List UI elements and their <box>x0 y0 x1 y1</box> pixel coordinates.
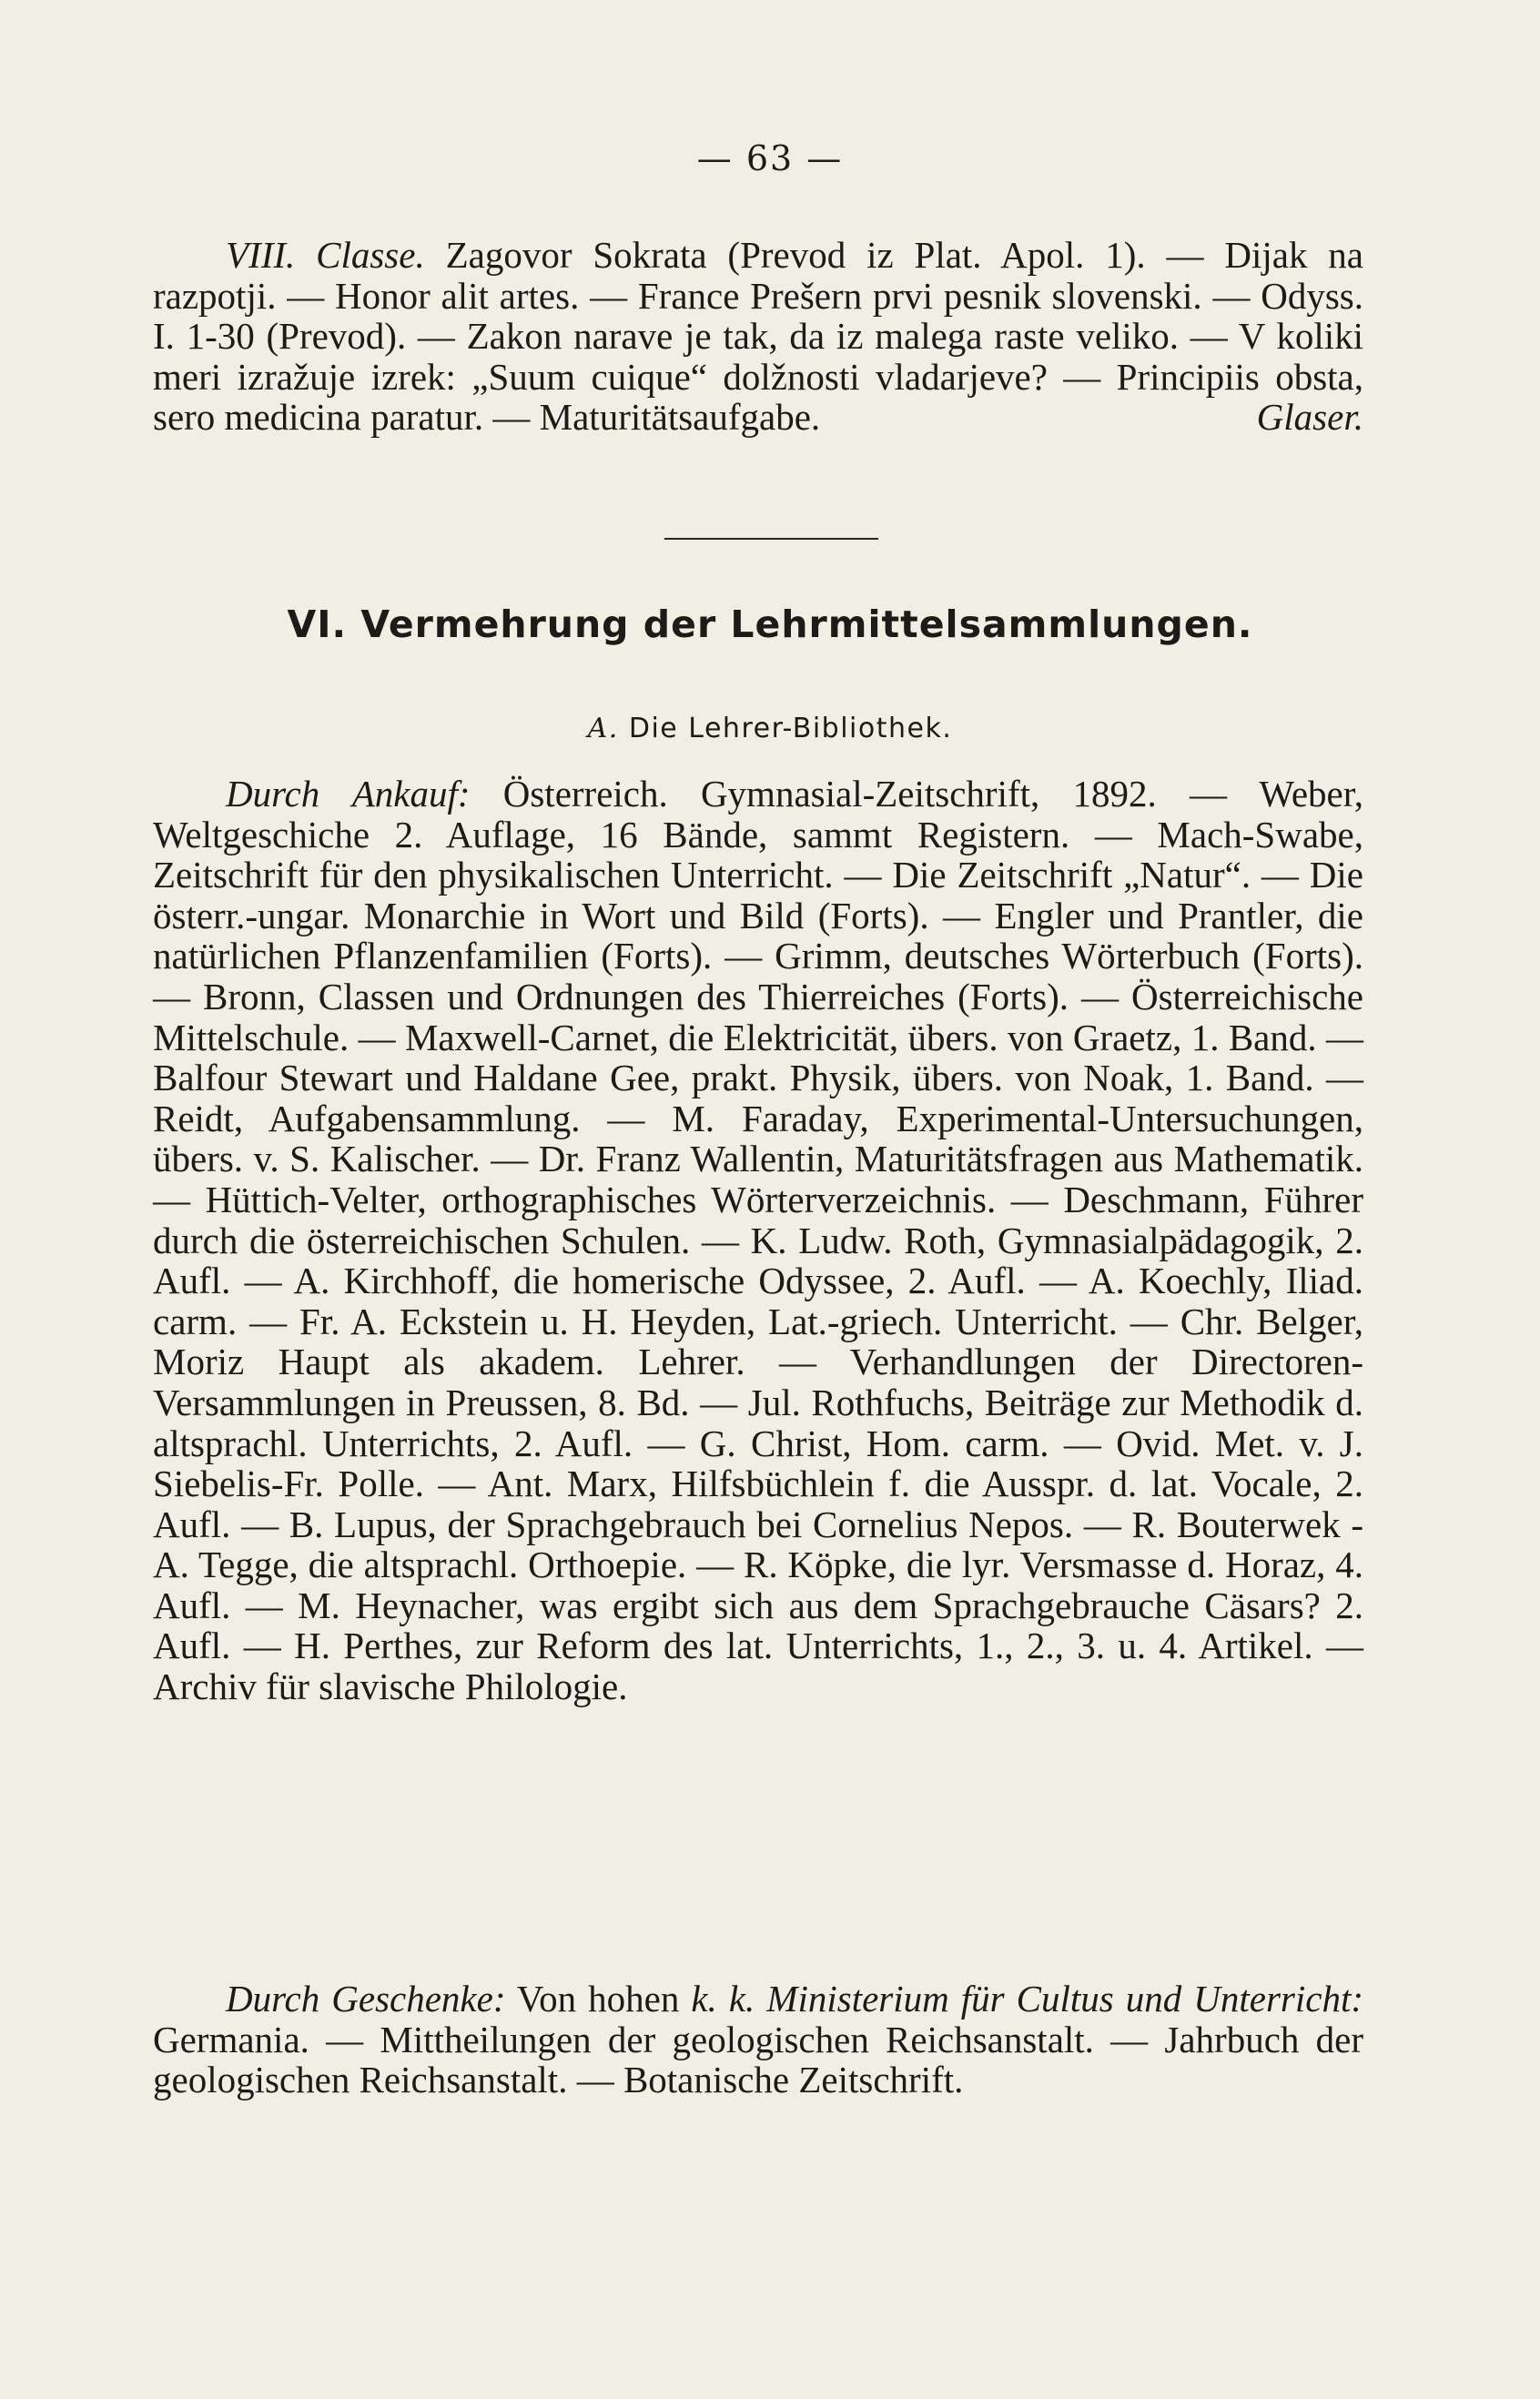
section-divider <box>664 538 878 540</box>
subsection-title: Die Lehrer-Bibliothek. <box>628 713 953 744</box>
author-signature: Glaser. <box>1256 396 1363 439</box>
class-viii-paragraph <box>153 235 1363 438</box>
class-viii-text: Zagovor Sokrata (Prevod iz Plat. Apol. 1). — Dijak na razpotji. — Honor alit artes. — France Prešern prvi pesnik slovenski. — Odyss. I. 1-30 (Prevod). — Zakon narave je tak, da iz malega raste veliko. — V koliki meri izražuje izrek: „Suum cuique“ dolžnosti vladarjeve? — Principiis obsta, sero medicina paratur. — Maturitätsaufgabe. <box>153 234 1364 439</box>
section-heading: VI. Vermehrung der Lehrmittelsammlungen. <box>287 602 1253 646</box>
gift-text-before: Von hohen <box>516 1978 680 2019</box>
purchase-text: Österreich. Gymnasial-Zeitschrift, 1892. — Weber, Weltgeschiche 2. Auflage, 16 Bände, sammt Registern. — Mach-Swabe, Zeitschrift für den physikalischen Unterricht. — Die Zeitschrift „Natur“. — Die österr.-ungar. Monarchie in Wort und Bild (Forts). — Engler und Prantler, die natürlichen Pflanzenfamilien (Forts). — Grimm, deutsches Wörterbuch (Forts). — Bronn, Classen und Ordnungen des Thierreiches (Forts). — Österreichische Mittelschule. — Maxwell-Carnet, die Elektricität, übers. von Graetz, 1. Band. — Balfour Stewart und Haldane Gee, prakt. Physik, übers. von Noak, 1. Band. — Reidt, Aufgabensammlung. — M. Faraday, Experimental-Untersuchungen, übers. v. S. Kalischer. — Dr. Franz Wallentin, Maturitätsfragen aus Mathematik. — Hüttich-Velter, orthographisches Wörterverzeichnis. — Deschmann, Führer durch die österreichischen Schulen. — K. Ludw. Roth, Gymnasialpädagogik, 2. Aufl. — A. Kirchhoff, die homerische Odyssee, 2. Aufl. — A. Koechly, Iliad. carm. — Fr. A. Eckstein u. H. Heyden, Lat.-griech. Unterricht. — Chr. Belger, Moriz Haupt als akadem. Lehrer. — Verhandlungen der Directoren-Versammlungen in Preussen, 8. Bd. — Jul. Rothfuchs, Beiträge zur Methodik d. altsprachl. Unterrichts, 2. Aufl. — G. Christ, Hom. carm. — Ovid. Met. v. J. Siebelis-Fr. Polle. — Ant. Marx, Hilfsbüchlein f. die Ausspr. d. lat. Vocale, 2. Aufl. — B. Lupus, der Sprachgebrauch bei Cornelius Nepos. — R. Bouterwek - A. Tegge, die altsprachl. Orthoepie. — R. Köpke, die lyr. Versmasse d. Horaz, 4. Aufl. — M. Heynacher, was ergibt sich aus dem Sprachgebrauche Cäsars? 2. Aufl. — H. Perthes, zur Reform des lat. Unterrichts, 1., 2., 3. u. 4. Artikel. — Archiv für slavische Philologie. <box>153 773 1363 1708</box>
subsection-letter: A. <box>587 713 619 744</box>
gift-text: Germania. — Mittheilungen der geologischen Reichsanstalt. — Jahrbuch der geologischen Reichsanstalt. — Botanische Zeitschrift. <box>153 2018 1363 2101</box>
class-viii-lead: VIII. Classe. <box>226 234 425 276</box>
subsection-heading <box>0 713 1540 744</box>
purchase-paragraph <box>153 774 1363 1707</box>
gift-lead: Durch Geschenke: <box>226 1978 506 2019</box>
page-number: — 63 — <box>696 138 844 178</box>
gift-ministry: k. k. Ministerium für Cultus und Unterricht: <box>691 1978 1364 2019</box>
purchase-lead: Durch Ankauf: <box>226 773 471 815</box>
gift-paragraph <box>153 1979 1363 2100</box>
